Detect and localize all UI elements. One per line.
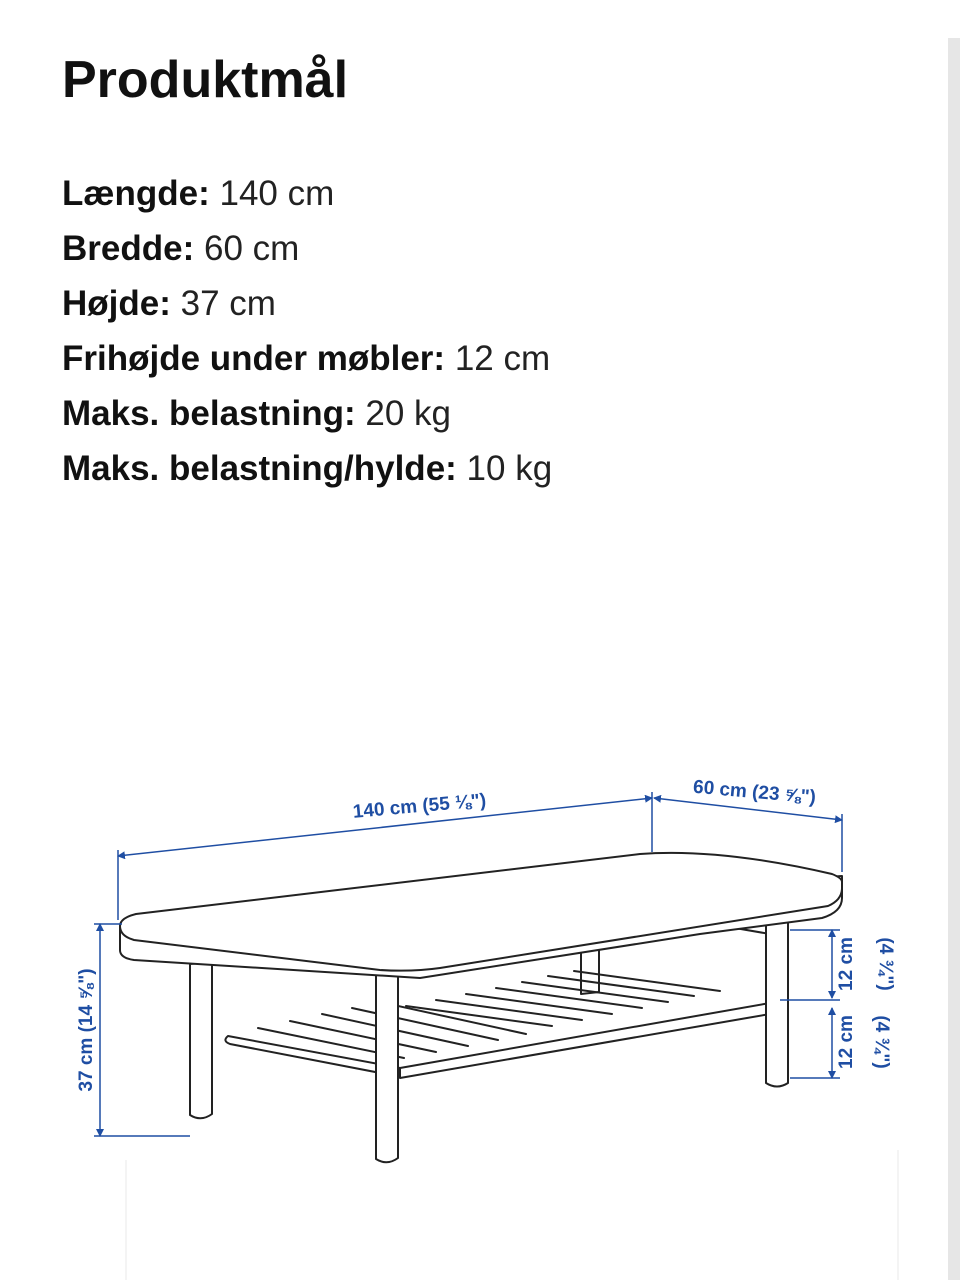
spec-label: Længde: — [62, 174, 210, 213]
spec-max-load-shelf — [62, 441, 552, 496]
spec-width — [62, 221, 552, 276]
spec-label: Bredde: — [62, 229, 195, 268]
spec-list — [62, 166, 552, 496]
guide-lines — [126, 1150, 898, 1280]
page-title: Produktmål — [62, 51, 349, 109]
spec-value: 60 cm — [203, 229, 300, 268]
length-dimension-label: 140 cm (55 ⅛") — [352, 790, 488, 823]
spec-value: 10 kg — [466, 449, 553, 488]
spec-clearance — [62, 331, 552, 386]
clearance-top-in-label: (4 ¾") — [875, 937, 896, 991]
spec-label: Højde: — [62, 284, 171, 323]
spec-label: Maks. belastning: — [62, 394, 356, 433]
height-dimension-label: 37 cm (14 ⅝") — [76, 968, 97, 1092]
width-dimension-label: 60 cm (23 ⅝") — [692, 776, 817, 809]
table-illustration — [120, 853, 842, 1162]
spec-height — [62, 276, 552, 331]
spec-max-load — [62, 386, 552, 441]
spec-label: Frihøjde under møbler: — [62, 339, 446, 378]
clearance-bottom-in-label: (4 ¾") — [871, 1015, 892, 1069]
spec-value: 20 kg — [365, 394, 452, 433]
clearance-bottom-cm-label: 12 cm — [836, 1015, 857, 1069]
spec-value: 37 cm — [180, 284, 276, 323]
clearance-top-cm-label: 12 cm — [836, 937, 857, 991]
spec-label: Maks. belastning/hylde: — [62, 449, 457, 488]
spec-value: 140 cm — [219, 174, 335, 213]
spec-value: 12 cm — [454, 339, 551, 378]
dimension-drawing — [0, 760, 960, 1280]
spec-length — [62, 166, 552, 221]
